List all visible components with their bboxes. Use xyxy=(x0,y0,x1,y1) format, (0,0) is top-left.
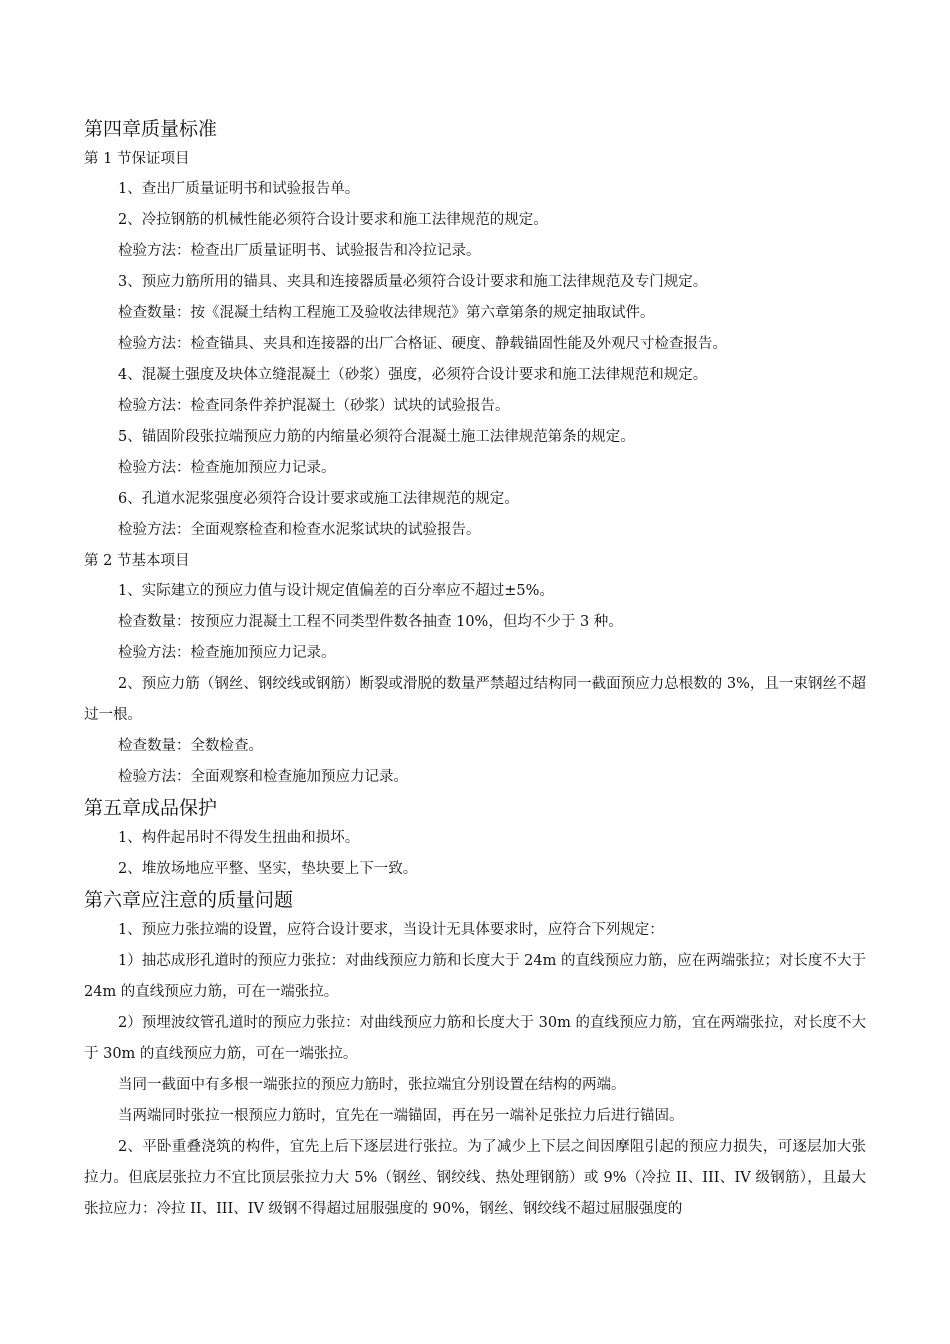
section-heading: 第 1 节保证项目 xyxy=(84,151,190,167)
paragraph: 1、预应力张拉端的设置，应符合设计要求，当设计无具体要求时，应符合下列规定： xyxy=(118,922,664,938)
paragraph: 2、堆放场地应平整、坚实，垫块要上下一致。 xyxy=(118,861,418,877)
document-body xyxy=(84,114,866,1225)
paragraph: 检查数量：按预应力混凝土工程不同类型件数各抽查 10%，但均不少于 3 种。 xyxy=(118,614,623,630)
paragraph: 检验方法：检查同条件养护混凝土（砂浆）试块的试验报告。 xyxy=(118,398,510,414)
paragraph: 3、预应力筋所用的锚具、夹具和连接器质量必须符合设计要求和施工法律规范及专门规定。 xyxy=(118,274,708,290)
chapter-heading: 第五章成品保护 xyxy=(84,797,218,819)
paragraph: 1）抽芯成形孔道时的预应力张拉：对曲线预应力筋和长度大于 24m 的直线预应力筋，应在两端张拉；对长度不大于 24m 的直线预应力筋，可在一端张拉。 xyxy=(84,953,866,1000)
paragraph: 6、孔道水泥浆强度必须符合设计要求或施工法律规范的规定。 xyxy=(118,491,519,507)
paragraph: 检验方法：检查出厂质量证明书、试验报告和冷拉记录。 xyxy=(118,243,481,259)
chapter-heading: 第六章应注意的质量问题 xyxy=(84,889,294,911)
paragraph: 检验方法：全面观察和检查施加预应力记录。 xyxy=(118,769,408,785)
paragraph: 2、冷拉钢筋的机械性能必须符合设计要求和施工法律规范的规定。 xyxy=(118,212,548,228)
paragraph: 2、平卧重叠浇筑的构件，宜先上后下逐层进行张拉。为了减少上下层之间因摩阻引起的预应力损失，可逐层加大张拉力。但底层张拉力不宜比顶层张拉力大 5%（钢丝、钢绞线、热处理钢筋）或 9%（冷拉 II、III、IV 级钢筋），且最大张拉应力：冷拉 II、III、IV 级钢不得超过屈服强度的 90%，钢丝、钢绞线不超过屈服强度的 xyxy=(84,1139,866,1217)
paragraph: 检查数量：按《混凝土结构工程施工及验收法律规范》第六章第条的规定抽取试件。 xyxy=(118,305,655,321)
paragraph: 检查数量：全数检查。 xyxy=(118,738,263,754)
paragraph: 5、锚固阶段张拉端预应力筋的内缩量必须符合混凝土施工法律规范第条的规定。 xyxy=(118,429,635,445)
paragraph: 1、查出厂质量证明书和试验报告单。 xyxy=(118,181,360,197)
paragraph: 检验方法：检查锚具、夹具和连接器的出厂合格证、硬度、静载锚固性能及外观尺寸检查报告。 xyxy=(118,336,727,352)
paragraph: 当同一截面中有多根一端张拉的预应力筋时，张拉端宜分别设置在结构的两端。 xyxy=(118,1077,626,1093)
paragraph: 1、构件起吊时不得发生扭曲和损坏。 xyxy=(118,830,360,846)
section-heading: 第 2 节基本项目 xyxy=(84,553,190,569)
paragraph: 4、混凝土强度及块体立缝混凝土（砂浆）强度，必须符合设计要求和施工法律规范和规定。 xyxy=(118,367,708,383)
paragraph: 2、预应力筋（钢丝、钢绞线或钢筋）断裂或滑脱的数量严禁超过结构同一截面预应力总根数的 3%，且一束钢丝不超过一根。 xyxy=(84,676,866,723)
paragraph: 当两端同时张拉一根预应力筋时，宜先在一端锚固，再在另一端补足张拉力后进行锚固。 xyxy=(118,1108,684,1124)
paragraph: 检验方法：检查施加预应力记录。 xyxy=(118,645,336,661)
paragraph: 检验方法：检查施加预应力记录。 xyxy=(118,460,336,476)
chapter-heading: 第四章质量标准 xyxy=(84,118,218,140)
paragraph: 2）预埋波纹管孔道时的预应力张拉：对曲线预应力筋和长度大于 30m 的直线预应力筋，宜在两端张拉，对长度不大于 30m 的直线预应力筋，可在一端张拉。 xyxy=(84,1015,866,1062)
paragraph: 检验方法：全面观察检查和检查水泥浆试块的试验报告。 xyxy=(118,522,481,538)
paragraph: 1、实际建立的预应力值与设计规定值偏差的百分率应不超过±5%。 xyxy=(118,583,554,599)
